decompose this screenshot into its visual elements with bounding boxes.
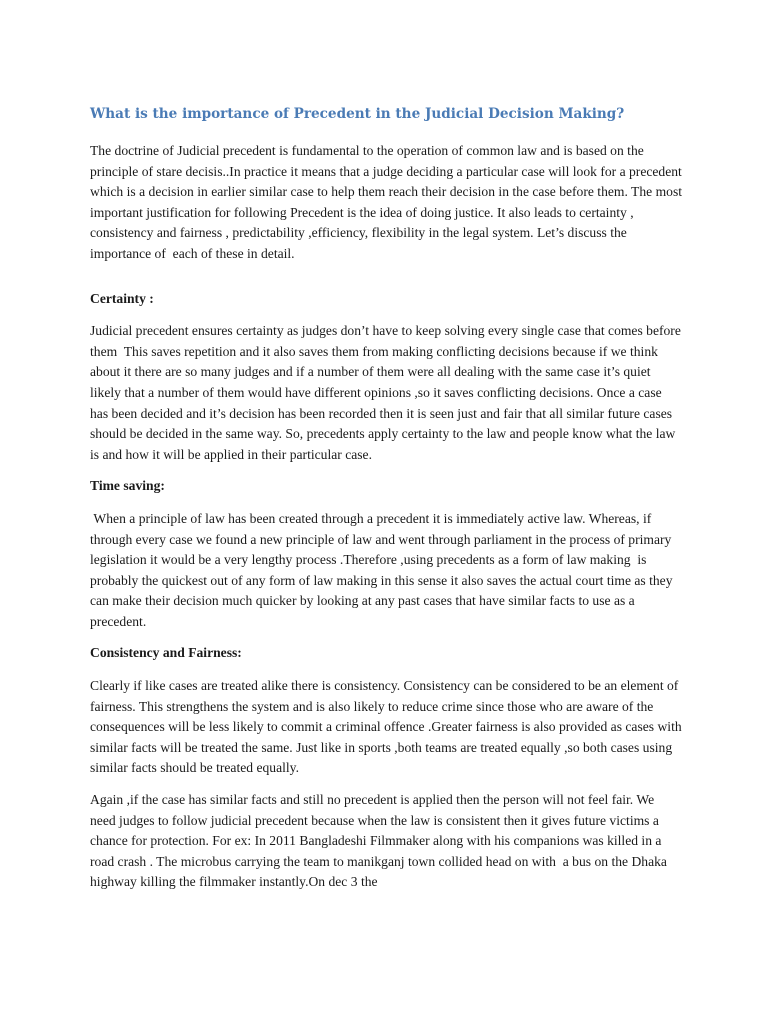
intro-paragraph: The doctrine of Judicial precedent is fundamental to the operation of common law and is based on the principle of stare decisis..In practice it means that a judge deciding a particular case will look for a precedent which is a decision in earlier similar case to help them reach their decision in the case before them. The most important justification for following Precedent is the idea of doing justice. It also leads to certainty , consistency and fairness , predictability ,efficiency, flexibility in the legal system. Let’s discuss the importance of each of these in detail. (90, 143, 686, 261)
section-heading-certainty: Certainty : (90, 290, 154, 306)
document-body (90, 141, 686, 904)
time-saving-paragraph: When a principle of law has been created through a precedent it is immediately active law. Whereas, if through every case we found a new principle of law and went through parliament in the process of primary legislation it would be a very lengthy process .Therefore ,using precedents as a form of law making is probably the quickest out of any form of law making in this sense it also saves the actual court time as they can make their decision much quicker by looking at any past cases that have similar facts to use as a precedent. (90, 510, 676, 629)
section-heading-time-saving: Time saving: (90, 478, 165, 494)
page-title: What is the importance of Precedent in the Judicial Decision Making? (90, 106, 625, 122)
section-heading-consistency-fairness: Consistency and Fairness: (90, 645, 242, 661)
consistency-paragraph-1: Clearly if like cases are treated alike there is consistency. Consistency can be considered to be an element of fairness. This strengthens the system and is also likely to reduce crime since those who are aware of the consequences will be less likely to commit a criminal offence .Greater fairness is also provided as cases with similar facts will be treated the same. Just like in sports ,both teams are treated equally ,so both cases using similar facts should be treated equally. (90, 678, 686, 776)
consistency-paragraph-2: Again ,if the case has similar facts and still no precedent is applied then the person will not feel fair. We need judges to follow judicial precedent because when the law is consistent then it gives future victims a chance for protection. For ex: In 2011 Bangladeshi Filmmaker along with his companions was killed in a road crash . The microbus carrying the team to manikganj town collided head on with a bus on the Dhaka highway killing the filmmaker instantly.On dec 3 the (90, 792, 671, 890)
certainty-paragraph: Judicial precedent ensures certainty as judges don’t have to keep solving every single case that comes before them This saves repetition and it also saves them from making conflicting decisions because if we think about it there are so many judges and if a number of them were all dealing with the same case it’s quiet likely that a number of them would have different opinions ,so it saves conflicting decisions. Once a case has been decided and it’s decision has been recorded then it is seen just and fair that all similar future cases should be decided in the same way. So, precedents apply certainty to the law and people know what the law is and how it will be applied in their particular case. (90, 323, 685, 462)
